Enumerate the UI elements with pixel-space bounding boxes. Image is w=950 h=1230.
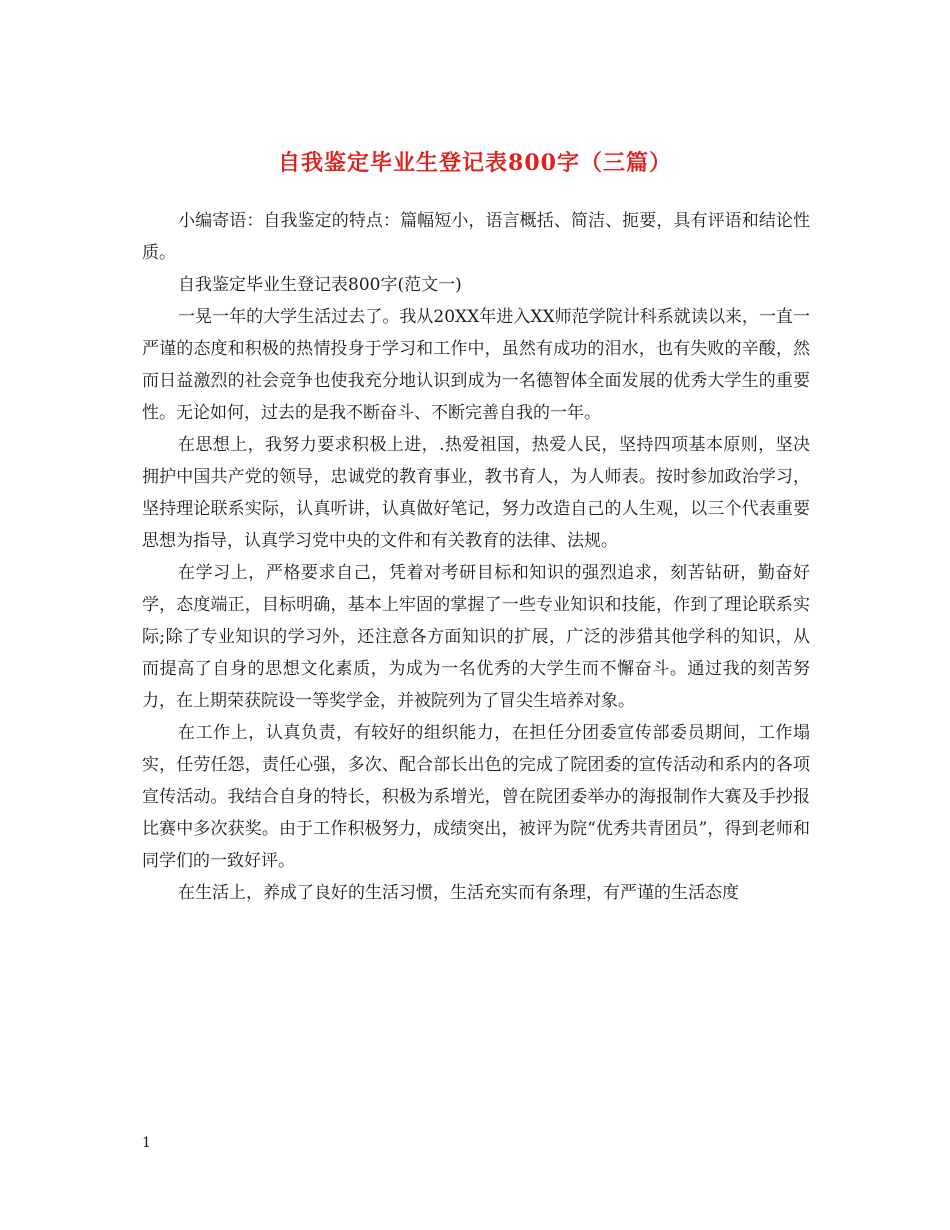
- paragraph-ideology: 在思想上，我努力要求积极上进，.热爱祖国，热爱人民，坚持四项基本原则，坚决拥护中国共产党的领导，忠诚党的教育事业，教书育人，为人师表。按时参加政治学习，坚持理论联系实际，认真听讲，认真做好笔记，努力改造自己的人生观，以三个代表重要思想为指导，认真学习党中央的文件和有关教育的法律、法规。: [142, 435, 810, 551]
- document-title: 自我鉴定毕业生登记表800字（三篇）: [278, 149, 672, 176]
- paragraph-life: 在生活上，养成了良好的生活习惯，生活充实而有条理，有严谨的生活态度: [178, 883, 739, 903]
- paragraph-work: 在工作上，认真负责，有较好的组织能力，在担任分团委宣传部委员期间，工作塌实，任劳任怨，责任心强，多次、配合部长出色的完成了院团委的宣传活动和系内的各项宣传活动。我结合自身的特长，积极为系增光，曾在院团委举办的海报制作大赛及手抄报比赛中多次获奖。由于工作积极努力，成绩突出，被评为院“优秀共青团员”，得到老师和同学们的一致好评。: [142, 723, 810, 871]
- paragraph-subtitle: 自我鉴定毕业生登记表800字(范文一): [178, 275, 462, 295]
- paragraph-study: 在学习上，严格要求自己，凭着对考研目标和知识的强烈追求，刻苦钻研，勤奋好学，态度端正，目标明确，基本上牢固的掌握了一些专业知识和技能，作到了理论联系实际;除了专业知识的学习外，还注意各方面知识的扩展，广泛的涉猎其他学科的知识，从而提高了自身的思想文化素质，为成为一名优秀的大学生而不懈奋斗。通过我的刻苦努力，在上期荣获院设一等奖学金，并被院列为了冒尖生培养对象。: [142, 563, 810, 711]
- document-body: [142, 205, 810, 909]
- paragraph-overview: 一晃一年的大学生活过去了。我从20XX年进入XX师范学院计科系就读以来，一直一严谨的态度和积极的热情投身于学习和工作中，虽然有成功的泪水，也有失败的辛酸，然而日益激烈的社会竞争也使我充分地认识到成为一名德智体全面发展的优秀大学生的重要性。无论如何，过去的是我不断奋斗、不断完善自我的一年。: [142, 307, 810, 423]
- paragraph-intro: 小编寄语：自我鉴定的特点：篇幅短小，语言概括、简洁、扼要，具有评语和结论性质。: [142, 211, 810, 263]
- page-number: 1: [142, 1135, 151, 1151]
